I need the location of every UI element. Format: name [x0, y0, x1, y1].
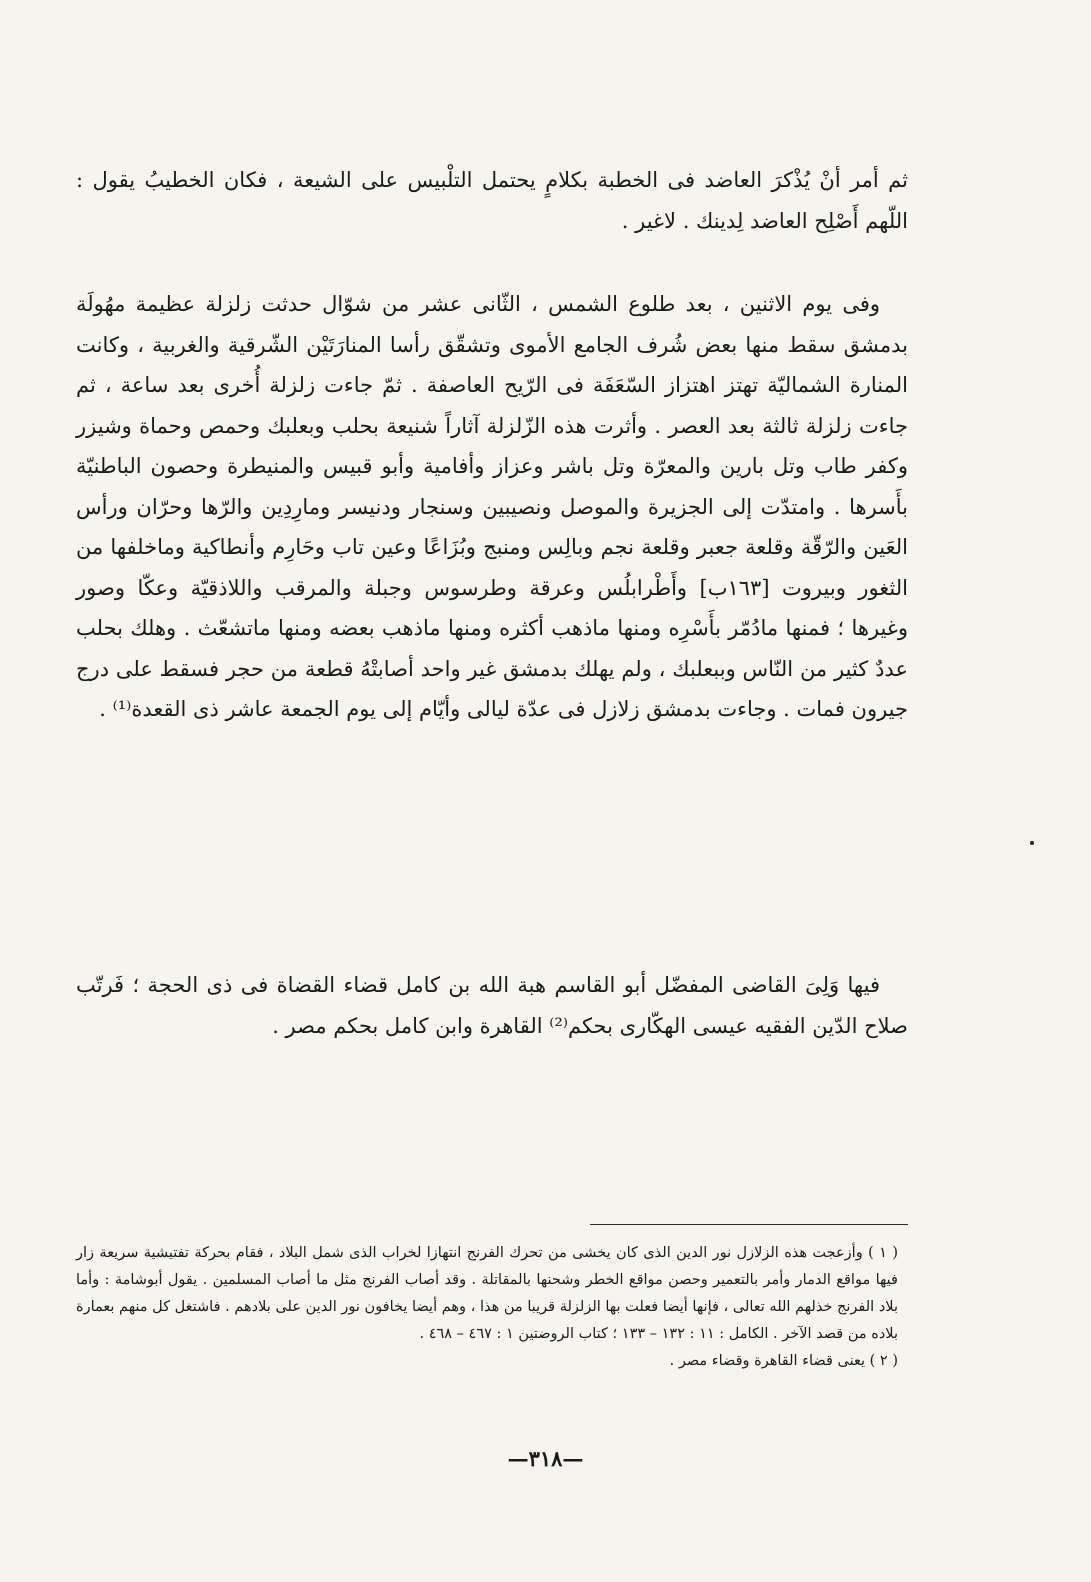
- footnote-1: ( ١ ) وأزعجت هذه الزلازل نور الدين الذى كان يخشى من تحرك الفرنج انتهازا لخراب الذى شمل البلاد ، فقام بحركة تفتيشية سريعة زار فيها مواقع الدمار وأمر بالتعمير وحصن مواقع الخطر وشحنها بالمقاتلة . وقد أصاب الفرنج مثل ما أصاب المسلمين . يقول أبوشامة : وأما بلاد الفرنج خذلهم الله تعالى ، فإنها أيضا فعلت بها الزلزلة قريبا من هذا ، وهم أيضا يخافون نور الدين على بلادهم . فاشتغل كل منهم بعمارة بلاده من قصد الآخر . الكامل : ١١ : ١٣٢ – ١٣٣ ؛ كتاب الروضتين ١ : ٤٦٧ – ٤٦٨ .: [76, 1245, 898, 1342]
- page-number: —٣١٨—: [507, 1446, 584, 1471]
- paragraph-1: [76, 160, 908, 241]
- footnotes: [76, 1240, 898, 1375]
- paragraph-3: [76, 965, 908, 1046]
- paragraph-3-text: فيها وَلِىَ القاضى المفضّل أبو القاسم هبة الله بن كامل قضاء القضاة فى ذى الحجة ؛ فَرتّب صلاح الدّين الفقيه عيسى الهكّارى بحكم⁽²⁾ القاهرة وابن كامل بحكم مصر .: [76, 973, 908, 1038]
- paragraph-2-text: وفى يوم الاثنين ، بعد طلوع الشمس ، الثّانى عشر من شوّال حدثت زلزلة عظيمة مهُولَة بدمشق سقط منها بعض شُرف الجامع الأموى وتشقّق رأسا المنارَتَيْن الشّرقية والغربية ، وكانت المنارة الشماليّة تهتز اهتزاز السّعَفَة فى الرّيح العاصفة . ثمّ جاءت زلزلة أُخرى بعد ساعة ، ثم جاءت زلزلة ثالثة بعد العصر . وأثرت هذه الزّلزلة آثاراً شنيعة بحلب وبعلبك وحمص وحماة وشيزر وكفر طاب وتل بارين والمعرّة وتل باشر وعزاز وأفامية وأبو قبيس والمنيطرة وحصون الباطنيّة بأَسرها . وامتدّت إلى الجزيرة والموصل ونصيبين وسنجار ودنيسر ومارِدِين والرّها وحرّان ورأس العَين والرّقّة وقلعة جعبر وقلعة نجم وبالِس ومنبج وبُزَاعًا وعين تاب وحَارِم وأنطاكية وماخلفها من الثغور وبيروت [١٦٣ب] وأَطْرابلُس وعرقة وطرسوس وجبلة والمرقب واللاذقيّة وعكّا وصور وغيرها ؛ فمنها مادُمّر بأَسْرِه ومنها ماذهب أكثره ومنها ماذهب بعضه ومنها ماتشعّث . وهلك بحلب عددٌ كثير من النّاس وببعلبك ، ولم يهلك بدمشق غير واحد أصابتْهُ قطعة من حجر فسقط على درج جيرون فمات . وجاءت بدمشق زلازل فى عدّة ليالى وأيّام إلى يوم الجمعة عاشر ذى القعدة⁽¹⁾ .: [76, 292, 909, 721]
- footnote-2: ( ٢ ) يعنى قضاء القاهرة وقضاء مصر .: [669, 1353, 898, 1369]
- paragraph-2: [76, 284, 908, 730]
- scan-speck: [1030, 841, 1034, 845]
- paragraph-1-text: ثم أمر أنْ يُذْكرَ العاضد فى الخطبة بكلامٍ يحتمل التلْبيس على الشيعة ، فكان الخطيبُ يقول : اللّهم أَصْلِح العاضد لِدينك . لاغير .: [76, 168, 908, 233]
- footnote-divider: [590, 1224, 908, 1225]
